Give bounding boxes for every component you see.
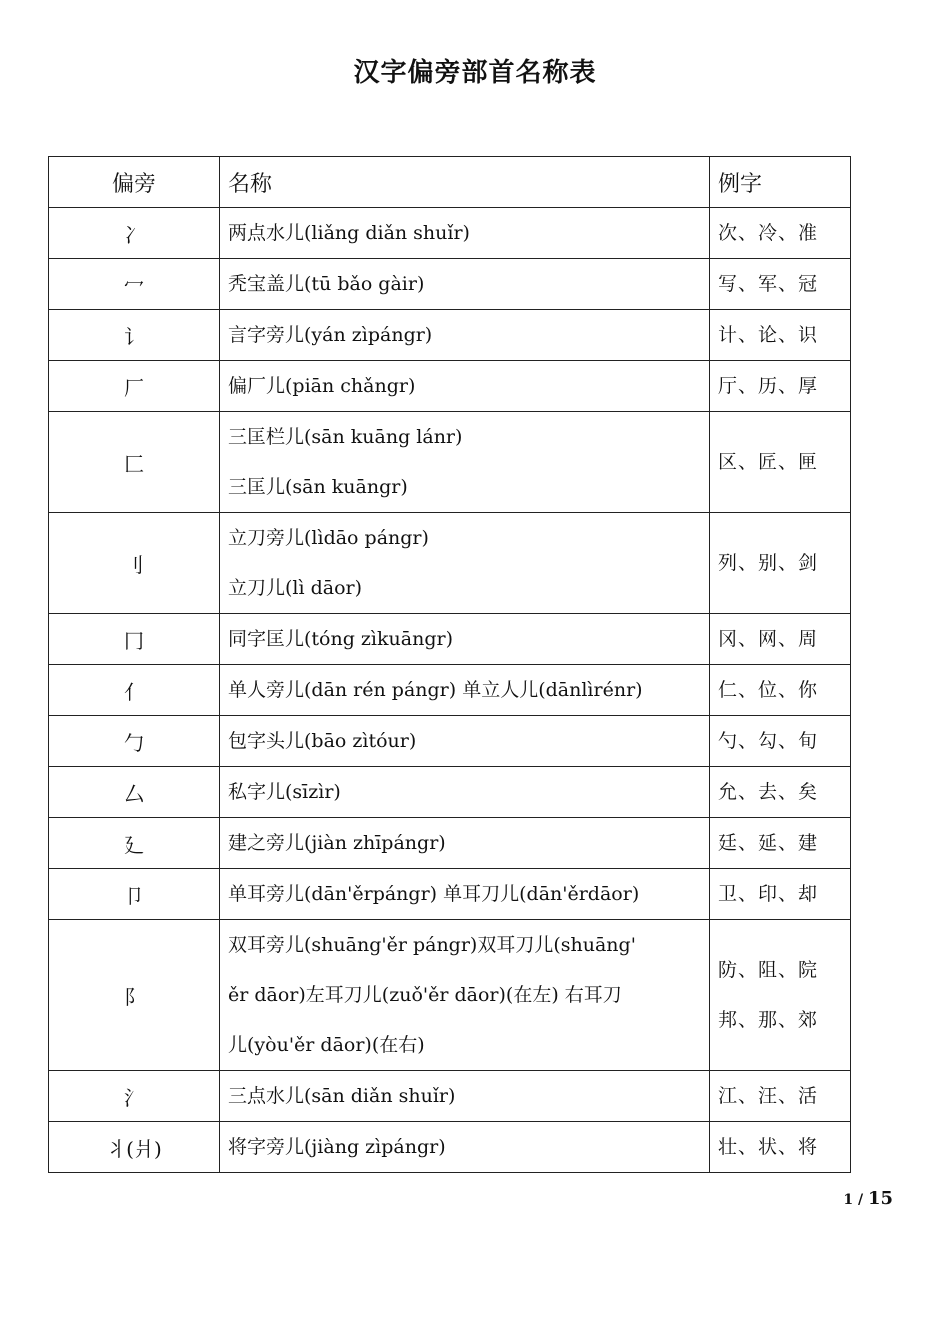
name-line: 立刀旁儿(lìdāo pángr) bbox=[228, 527, 429, 549]
examples-line: 允、去、矣 bbox=[718, 781, 819, 803]
name-cell bbox=[220, 614, 710, 665]
table-row bbox=[49, 361, 851, 412]
examples-line: 防、阻、院 bbox=[718, 959, 819, 981]
name-line: 单人旁儿(dān rén pángr) 单立人儿(dānlìrénr) bbox=[228, 679, 643, 701]
examples-line: 壮、状、将 bbox=[718, 1136, 819, 1158]
radical-cell: 讠 bbox=[49, 310, 220, 361]
examples-cell bbox=[710, 310, 851, 361]
name-cell bbox=[220, 818, 710, 869]
radical-cell: 阝 bbox=[49, 920, 220, 1071]
page-total: 15 bbox=[867, 1188, 893, 1209]
name-line: 私字儿(sīzìr) bbox=[228, 781, 341, 803]
radicals-table bbox=[48, 156, 851, 1173]
name-cell bbox=[220, 310, 710, 361]
examples-line: 区、匠、匣 bbox=[718, 451, 819, 473]
radical-cell: 丬(爿) bbox=[49, 1122, 220, 1173]
table-row bbox=[49, 208, 851, 259]
examples-line: 次、冷、准 bbox=[718, 222, 819, 244]
table-row bbox=[49, 412, 851, 513]
radical-cell: 氵 bbox=[49, 1071, 220, 1122]
examples-line: 厅、历、厚 bbox=[718, 375, 819, 397]
table-row bbox=[49, 1122, 851, 1173]
name-cell bbox=[220, 1071, 710, 1122]
page-current: 1 bbox=[843, 1192, 854, 1208]
radical-cell: 刂 bbox=[49, 513, 220, 614]
name-line: 两点水儿(liǎng diǎn shuǐr) bbox=[228, 222, 470, 244]
examples-line: 廷、延、建 bbox=[718, 832, 819, 854]
examples-cell bbox=[710, 767, 851, 818]
radical-cell: 冖 bbox=[49, 259, 220, 310]
examples-cell bbox=[710, 513, 851, 614]
table-row bbox=[49, 920, 851, 1071]
table-row bbox=[49, 869, 851, 920]
examples-cell bbox=[710, 412, 851, 513]
name-line: 建之旁儿(jiàn zhīpángr) bbox=[228, 832, 446, 854]
name-line: 同字匡儿(tóng zìkuāngr) bbox=[228, 628, 453, 650]
examples-line: 仁、位、你 bbox=[718, 679, 819, 701]
examples-line: 江、汪、活 bbox=[718, 1085, 819, 1107]
table-row bbox=[49, 767, 851, 818]
examples-cell bbox=[710, 1071, 851, 1122]
name-cell bbox=[220, 869, 710, 920]
radical-cell: 亻 bbox=[49, 665, 220, 716]
name-line: 包字头儿(bāo zìtóur) bbox=[228, 730, 417, 752]
table-row bbox=[49, 259, 851, 310]
examples-cell bbox=[710, 1122, 851, 1173]
examples-cell bbox=[710, 361, 851, 412]
radical-cell: 勹 bbox=[49, 716, 220, 767]
table-header-row bbox=[49, 157, 851, 208]
radical-cell: 卩 bbox=[49, 869, 220, 920]
examples-line: 写、军、冠 bbox=[718, 273, 819, 295]
examples-line: 计、论、识 bbox=[718, 324, 819, 346]
name-line: ěr dāor)左耳刀儿(zuǒ'ěr dāor)(在左) 右耳刀 bbox=[228, 984, 622, 1006]
header-examples: 例字 bbox=[710, 157, 851, 208]
examples-line: 卫、印、却 bbox=[718, 883, 819, 905]
examples-cell bbox=[710, 208, 851, 259]
radical-cell: 匚 bbox=[49, 412, 220, 513]
name-cell bbox=[220, 665, 710, 716]
name-cell bbox=[220, 920, 710, 1071]
page-separator: / bbox=[857, 1192, 864, 1208]
name-line: 立刀儿(lì dāor) bbox=[228, 577, 363, 599]
header-radical: 偏旁 bbox=[49, 157, 220, 208]
name-line: 三点水儿(sān diǎn shuǐr) bbox=[228, 1085, 456, 1107]
examples-cell bbox=[710, 614, 851, 665]
name-line: 言字旁儿(yán zìpángr) bbox=[228, 324, 433, 346]
name-line: 三匡儿(sān kuāngr) bbox=[228, 476, 408, 498]
examples-cell bbox=[710, 716, 851, 767]
examples-cell bbox=[710, 920, 851, 1071]
examples-line: 邦、那、郊 bbox=[718, 1009, 819, 1031]
name-cell bbox=[220, 259, 710, 310]
page-title: 汉字偏旁部首名称表 bbox=[353, 58, 597, 88]
radical-cell: 冂 bbox=[49, 614, 220, 665]
name-cell bbox=[220, 513, 710, 614]
examples-line: 勺、勾、旬 bbox=[718, 730, 819, 752]
name-cell bbox=[220, 1122, 710, 1173]
name-line: 将字旁儿(jiàng zìpángr) bbox=[228, 1136, 446, 1158]
name-line: 秃宝盖儿(tū bǎo gàir) bbox=[228, 273, 425, 295]
table-row bbox=[49, 614, 851, 665]
name-cell bbox=[220, 412, 710, 513]
examples-line: 冈、网、周 bbox=[718, 628, 819, 650]
radical-cell: 冫 bbox=[49, 208, 220, 259]
examples-cell bbox=[710, 665, 851, 716]
table-row bbox=[49, 818, 851, 869]
examples-cell bbox=[710, 869, 851, 920]
table-body bbox=[49, 208, 851, 1173]
name-line: 儿(yòu'ěr dāor)(在右) bbox=[228, 1034, 425, 1056]
radical-cell: 廴 bbox=[49, 818, 220, 869]
name-line: 三匡栏儿(sān kuāng lánr) bbox=[228, 426, 463, 448]
name-line: 单耳旁儿(dān'ěrpángr) 单耳刀儿(dān'ěrdāor) bbox=[228, 883, 640, 905]
table-row bbox=[49, 1071, 851, 1122]
table-row bbox=[49, 513, 851, 614]
header-name: 名称 bbox=[220, 157, 710, 208]
examples-line: 列、别、剑 bbox=[718, 552, 819, 574]
table-row bbox=[49, 716, 851, 767]
name-line: 偏厂儿(piān chǎngr) bbox=[228, 375, 416, 397]
radical-cell: 厶 bbox=[49, 767, 220, 818]
examples-cell bbox=[710, 259, 851, 310]
table-row bbox=[49, 665, 851, 716]
examples-cell bbox=[710, 818, 851, 869]
name-line: 双耳旁儿(shuāng'ěr pángr)双耳刀儿(shuāng' bbox=[228, 934, 636, 956]
table-row bbox=[49, 310, 851, 361]
name-cell bbox=[220, 716, 710, 767]
radical-cell: 厂 bbox=[49, 361, 220, 412]
name-cell bbox=[220, 208, 710, 259]
page-number bbox=[843, 1188, 893, 1209]
name-cell bbox=[220, 361, 710, 412]
name-cell bbox=[220, 767, 710, 818]
